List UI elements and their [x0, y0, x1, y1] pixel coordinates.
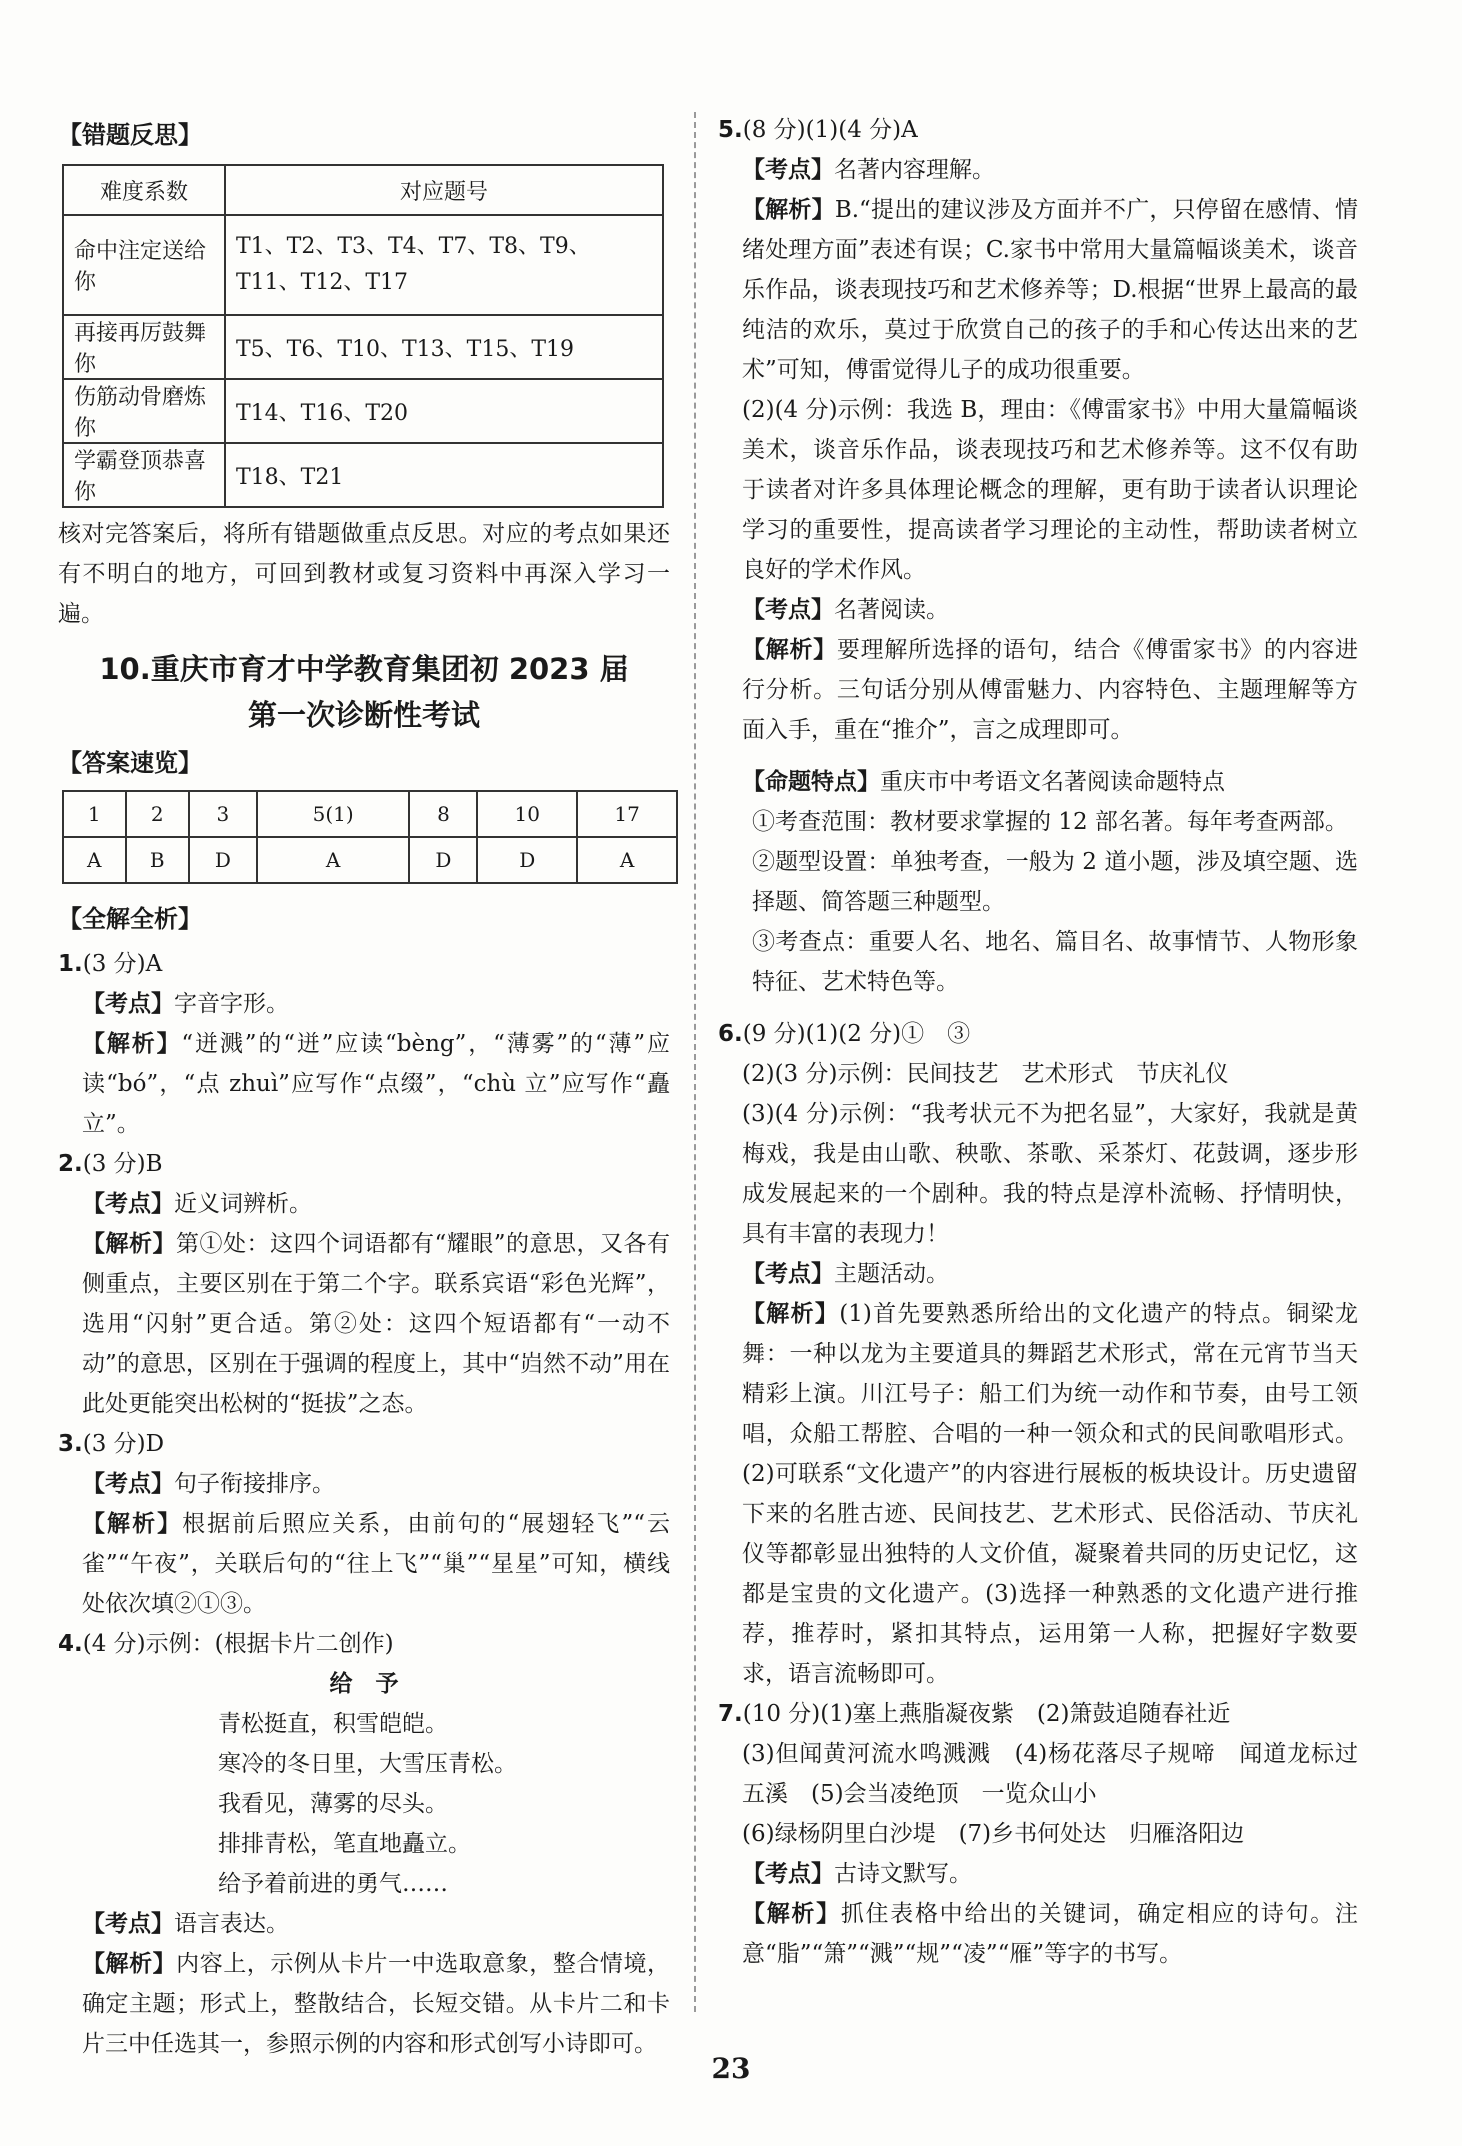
poem-line: 给予着前进的勇气……: [218, 1871, 448, 1897]
jiexi-tag: 【解析】: [82, 1031, 182, 1057]
poem-line: 寒冷的冬日里，大雪压青松。: [218, 1751, 517, 1777]
kaodian-tag: 【考点】: [742, 597, 834, 623]
table-cell-level: 学霸登顶恭喜你: [63, 443, 225, 507]
q7-score: (10 分)(1)塞上燕脂凝夜紫 (2)箫鼓追随春社近: [742, 1701, 1231, 1727]
answer-letter: A: [257, 837, 410, 883]
q6-number: 6.: [718, 1021, 743, 1047]
kaodian-tag: 【考点】: [82, 1911, 174, 1937]
table-cell-level: 再接再厉鼓舞你: [63, 315, 225, 379]
jiexi-tag: 【解析】: [82, 1951, 177, 1977]
feature-item: ①考查范围：教材要求掌握的 12 部名著。每年考查两部。: [752, 809, 1348, 835]
q4-score: (4 分)示例：(根据卡片二创作): [82, 1631, 394, 1657]
q4-answer: [58, 1624, 670, 1664]
kaodian-text: 语言表达。: [174, 1911, 289, 1937]
q5-number: 5.: [718, 117, 743, 143]
poem-line: 我看见，薄雾的尽头。: [218, 1791, 448, 1817]
q7-number: 7.: [718, 1701, 743, 1727]
poem-line: 排排青松，笔直地矗立。: [218, 1831, 471, 1857]
page-number: 23: [711, 2052, 751, 2085]
kaodian-tag: 【考点】: [82, 1191, 174, 1217]
q2-jiexi: [58, 1224, 670, 1424]
q5-jiexi-1: [718, 190, 1358, 390]
reflection-text: 核对完答案后，将所有错题做重点反思。对应的考点如果还有不明白的地方，可回到教材或复习资料中再深入学习一遍。: [58, 521, 670, 627]
answer-letter: A: [63, 837, 126, 883]
answer-num: 8: [409, 791, 477, 837]
q4-jiexi: [58, 1944, 670, 2064]
jiexi-tag: 【解析】: [742, 197, 835, 223]
q4-number: 4.: [58, 1631, 83, 1657]
q7-line: (3)但闻黄河流水鸣溅溅 (4)杨花落尽子规啼 闻道龙标过五溪 (5)会当凌绝顶 一览众山小: [742, 1741, 1358, 1807]
answer-num: 1: [63, 791, 126, 837]
q6-score: (9 分)(1)(2 分)① ③: [742, 1021, 971, 1047]
table-header-cell: 对应题号: [225, 165, 663, 215]
poem-line: 青松挺直，积雪皑皑。: [218, 1711, 448, 1737]
q2-score: (3 分)B: [82, 1151, 163, 1177]
q1-jiexi: [58, 1024, 670, 1144]
q5-kaodian-2: [718, 590, 1358, 630]
kaodian-text: 名著阅读。: [834, 597, 949, 623]
q6-kaodian: [718, 1254, 1358, 1294]
jiexi-text: 根据前后照应关系，由前句的“展翅轻飞”“云雀”“午夜”，关联后句的“往上飞”“巢”“星星”可知，横线处依次填②①③。: [82, 1511, 670, 1617]
jiexi-text: (1)首先要熟悉所给出的文化遗产的特点。铜梁龙舞：一种以龙为主要道具的舞蹈艺术形式，常在元宵节当天精彩上演。川江号子：船工们为统一动作和节奏，由号工领唱，众船工帮腔、合唱的一种一领众和式的民间歌唱形式。(2)可联系“文化遗产”的内容进行展板的板块设计。历史遗留下来的名胜古迹、民间技艺、艺术形式、民俗活动、节庆礼仪等都彰显出独特的人文价值，凝聚着共同的历史记忆，这都是宝贵的文化遗产。(3)选择一种熟悉的文化遗产进行推荐，推荐时，紧扣其特点，运用第一人称，把握好字数要求，语言流畅即可。: [742, 1301, 1358, 1687]
q5-kaodian-1: [718, 150, 1358, 190]
jiexi-text: 要理解所选择的语句，结合《傅雷家书》的内容进行分析。三句话分别从傅雷魅力、内容特色、主题理解等方面入手，重在“推介”，言之成理即可。: [742, 637, 1359, 743]
answer-letter: D: [189, 837, 257, 883]
kaodian-text: 字音字形。: [174, 991, 289, 1017]
q6-answer: [718, 1014, 1358, 1054]
table-cell-items: T18、T21: [225, 443, 663, 507]
feature-tag: 【命题特点】: [742, 769, 880, 795]
kaodian-text: 句子衔接排序。: [174, 1471, 335, 1497]
kaodian-text: 古诗文默写。: [834, 1861, 972, 1887]
table-cell-items: T14、T16、T20: [225, 379, 663, 443]
q4-kaodian: [58, 1904, 670, 1944]
answer-letter: B: [126, 837, 189, 883]
q2-answer: [58, 1144, 670, 1184]
kaodian-text: 名著内容理解。: [834, 157, 995, 183]
q3-number: 3.: [58, 1431, 83, 1457]
left-column: [58, 110, 670, 2064]
q2-kaodian: [58, 1184, 670, 1224]
poem-body: [58, 1704, 670, 1904]
feature-item: ③考查点：重要人名、地名、篇目名、故事情节、人物形象特征、艺术特色等。: [752, 929, 1358, 995]
q1-score: (3 分)A: [82, 951, 163, 977]
q1-answer: [58, 944, 670, 984]
kaodian-tag: 【考点】: [82, 1471, 174, 1497]
answer-letter: D: [477, 837, 577, 883]
kaodian-tag: 【考点】: [82, 991, 174, 1017]
jiexi-text: 第①处：这四个词语都有“耀眼”的意思，又各有侧重点，主要区别在于第二个字。联系宾语“彩色光辉”，选用“闪射”更合适。第②处：这四个短语都有“一动不动”的意思，区别在于强调的程度上，其中“岿然不动”用在此处更能突出松树的“挺拔”之态。: [82, 1231, 670, 1417]
table-cell-level: 命中注定送给你: [63, 215, 225, 315]
q5-part2: (2)(4 分)示例：我选 B，理由：《傅雷家书》中用大量篇幅谈美术，谈音乐作品，谈表现技巧和艺术修养等。这不仅有助于读者对许多具体理论概念的理解，更有助于读者认识理论学习的重要性，提高读者学习理论的主动性，帮助读者树立良好的学术作风。: [742, 397, 1358, 583]
poem-title: 给 予: [329, 1671, 399, 1697]
q3-answer: [58, 1424, 670, 1464]
table-cell-items: T5、T6、T10、T13、T15、T19: [225, 315, 663, 379]
quick-answers-table: [62, 790, 678, 884]
reflection-table: [62, 164, 664, 508]
kaodian-tag: 【考点】: [742, 157, 834, 183]
jiexi-tag: 【解析】: [742, 1901, 841, 1927]
q2-number: 2.: [58, 1151, 83, 1177]
q7-jiexi: [718, 1894, 1358, 1974]
answer-letter: D: [409, 837, 477, 883]
quick-answers-heading: 【答案速览】: [58, 749, 202, 777]
answer-num: 17: [577, 791, 677, 837]
feature-title: 重庆市中考语文名著阅读命题特点: [880, 769, 1225, 795]
q6-part2: (2)(3 分)示例：民间技艺 艺术形式 节庆礼仪: [742, 1061, 1229, 1087]
kaodian-text: 主题活动。: [834, 1261, 949, 1287]
table-header-cell: 难度系数: [63, 165, 225, 215]
table-cell-items: T1、T2、T3、T4、T7、T8、T9、T11、T12、T17: [225, 215, 663, 315]
table-cell-level: 伤筋动骨磨炼你: [63, 379, 225, 443]
q5-jiexi-2: [718, 630, 1358, 750]
q5-score: (8 分)(1)(4 分)A: [742, 117, 918, 143]
jiexi-tag: 【解析】: [742, 637, 837, 663]
q7-kaodian: [718, 1854, 1358, 1894]
q6-part3: (3)(4 分)示例：“我考状元不为把名显”，大家好，我就是黄梅戏，我是由山歌、秧歌、茶歌、采茶灯、花鼓调，逐步形成发展起来的一个剧种。我的特点是淳朴流畅、抒情明快，具有丰富的表现力！: [742, 1101, 1358, 1247]
kaodian-tag: 【考点】: [742, 1861, 834, 1887]
column-divider: [694, 112, 696, 2012]
q7-line: (6)绿杨阴里白沙堤 (7)乡书何处达 归雁洛阳边: [742, 1821, 1245, 1847]
jiexi-tag: 【解析】: [82, 1231, 176, 1257]
kaodian-tag: 【考点】: [742, 1261, 834, 1287]
q1-kaodian: [58, 984, 670, 1024]
jiexi-tag: 【解析】: [82, 1511, 183, 1537]
jiexi-text: 抓住表格中给出的关键词，确定相应的诗句。注意“脂”“箫”“溅”“规”“凌”“雁”等字的书写。: [742, 1901, 1359, 1967]
feature-item: ②题型设置：单独考查，一般为 2 道小题，涉及填空题、选择题、简答题三种题型。: [752, 849, 1358, 915]
jiexi-text: 内容上，示例从卡片一中选取意象，整合情境，确定主题；形式上，整散结合，长短交错。从卡片二和卡片三中任选其一，参照示例的内容和形式创写小诗即可。: [82, 1951, 671, 2057]
answer-num: 10: [477, 791, 577, 837]
q5-answer: [718, 110, 1358, 150]
feature-heading: [718, 762, 1358, 802]
jiexi-text: “迸溅”的“迸”应读“bèng”，“薄雾”的“薄”应读“bó”，“点 zhuì”应写作“点缀”，“chù 立”应写作“矗立”。: [82, 1031, 670, 1137]
reflection-heading: 【错题反思】: [58, 121, 202, 149]
answer-num: 2: [126, 791, 189, 837]
q1-number: 1.: [58, 951, 83, 977]
q3-jiexi: [58, 1504, 670, 1624]
q7-answer: [718, 1694, 1358, 1734]
jiexi-text: B.“提出的建议涉及方面并不广，只停留在感情、情绪处理方面”表述有误；C.家书中常用大量篇幅谈美术，谈音乐作品，谈表现技巧和艺术修养等；D.根据“世界上最高的最纯洁的欢乐，莫过于欣赏自己的孩子的手和心传达出来的艺术”可知，傅雷觉得儿子的成功很重要。: [742, 197, 1358, 383]
answer-letter: A: [577, 837, 677, 883]
right-column: [718, 110, 1358, 1974]
jiexi-tag: 【解析】: [742, 1301, 840, 1327]
q3-score: (3 分)D: [82, 1431, 165, 1457]
full-analysis-heading: 【全解全析】: [58, 905, 202, 933]
kaodian-text: 近义词辨析。: [174, 1191, 312, 1217]
q3-kaodian: [58, 1464, 670, 1504]
exam-title-line1: 10.重庆市育才中学教育集团初 2023 届: [99, 652, 629, 686]
exam-title-line2: 第一次诊断性考试: [247, 698, 480, 732]
answer-num: 5(1): [257, 791, 410, 837]
answer-num: 3: [189, 791, 257, 837]
q6-jiexi: [718, 1294, 1358, 1694]
